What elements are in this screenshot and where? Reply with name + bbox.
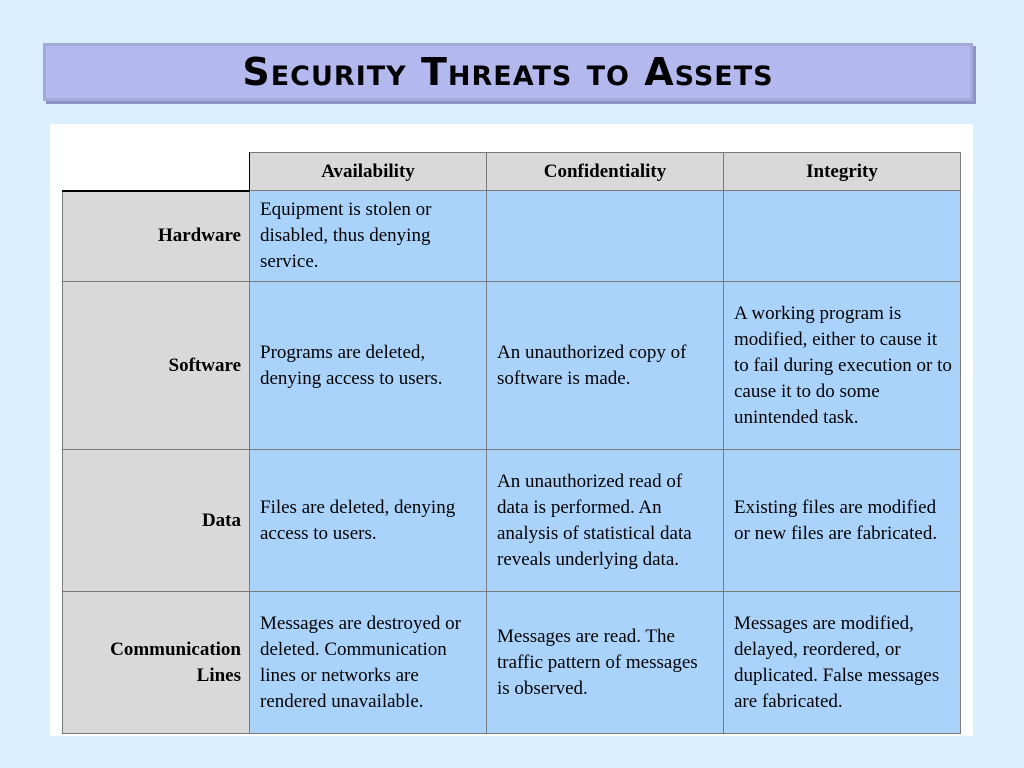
title-bar bbox=[43, 43, 973, 101]
table-row-software bbox=[63, 282, 961, 450]
communication-lines-availability-cell: Messages are destroyed or deleted. Communication lines or networks are rendered unavailable. bbox=[250, 592, 487, 734]
software-availability-cell: Programs are deleted, denying access to users. bbox=[250, 282, 487, 450]
row-header-hardware: Hardware bbox=[63, 191, 250, 282]
slide-title: Security Threats to Assets bbox=[242, 50, 774, 94]
communication-lines-confidentiality-cell: Messages are read. The traffic pattern of messages is observed. bbox=[487, 592, 724, 734]
data-confidentiality-cell: An unauthorized read of data is performed. An analysis of statistical data reveals underlying data. bbox=[487, 450, 724, 592]
row-header-data: Data bbox=[63, 450, 250, 592]
table-header-row bbox=[63, 153, 961, 191]
table-panel bbox=[50, 124, 973, 736]
hardware-confidentiality-cell bbox=[487, 191, 724, 282]
software-confidentiality-cell: An unauthorized copy of software is made. bbox=[487, 282, 724, 450]
column-header-availability: Availability bbox=[250, 153, 487, 191]
column-header-integrity: Integrity bbox=[724, 153, 961, 191]
software-integrity-cell: A working program is modified, either to cause it to fail during execution or to cause it to do some unintended task. bbox=[724, 282, 961, 450]
hardware-integrity-cell bbox=[724, 191, 961, 282]
table-row-communication-lines bbox=[63, 592, 961, 734]
hardware-availability-cell: Equipment is stolen or disabled, thus denying service. bbox=[250, 191, 487, 282]
data-availability-cell: Files are deleted, denying access to users. bbox=[250, 450, 487, 592]
table-row-hardware bbox=[63, 191, 961, 282]
table-row-data bbox=[63, 450, 961, 592]
table-corner-cell bbox=[63, 153, 250, 191]
column-header-confidentiality: Confidentiality bbox=[487, 153, 724, 191]
row-header-software: Software bbox=[63, 282, 250, 450]
communication-lines-integrity-cell: Messages are modified, delayed, reordered, or duplicated. False messages are fabricated. bbox=[724, 592, 961, 734]
threats-table bbox=[62, 152, 961, 734]
row-header-communication-lines: Communication Lines bbox=[63, 592, 250, 734]
data-integrity-cell: Existing files are modified or new files are fabricated. bbox=[724, 450, 961, 592]
